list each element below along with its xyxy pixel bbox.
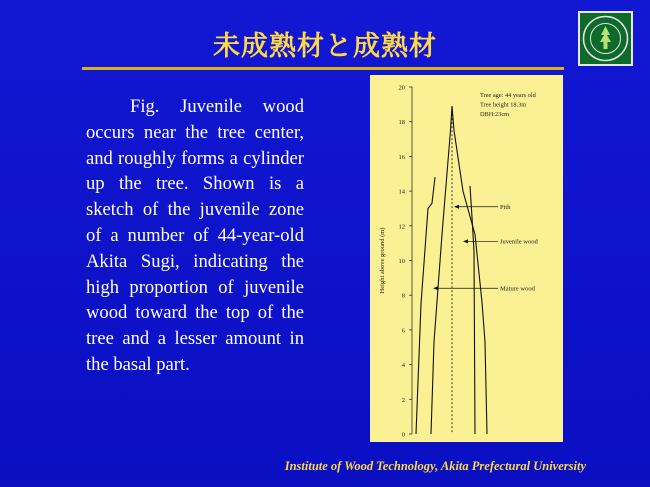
y-tick-label: 16: [398, 153, 405, 161]
institution-footer: Institute of Wood Technology, Akita Prefectural University: [284, 459, 586, 473]
annotation-arrowhead: [463, 239, 468, 243]
y-tick-label: 8: [401, 292, 405, 300]
y-tick-label: 10: [398, 258, 405, 265]
y-tick-label: 20: [398, 84, 405, 92]
mature-wood-boundary: [431, 106, 487, 434]
annotation-arrowhead: [454, 205, 459, 209]
title-underline: [82, 67, 564, 70]
tree-juvenile-wood-chart: [370, 75, 563, 442]
y-tick-label: 12: [398, 223, 405, 231]
figure-caption: Fig. Juvenile wood occurs near the tree center, and roughly forms a cylinder up the tree. Shown is a sketch of the juvenile zone of a number of 44-year-old Akita Sugi, indicating the high proportion of juvenile wood toward the top of the tree and a lesser amount in the basal part.: [86, 96, 304, 375]
tree-info-line: Tree height 18.3m: [480, 101, 527, 109]
university-seal-icon: [578, 11, 633, 66]
y-tick-label: 2: [401, 396, 405, 404]
y-tick-label: 6: [401, 327, 405, 335]
y-axis-title: Height above ground (m): [379, 227, 386, 294]
tree-info-line: DBH:23cm: [480, 111, 510, 118]
tree-info-line: Tree age: 44 years old: [480, 92, 536, 99]
juvenile-wood-right-boundary: [470, 186, 475, 434]
annotation-label: Pith: [500, 204, 511, 212]
y-tick-label: 14: [398, 188, 405, 196]
y-tick-label: 18: [398, 119, 405, 127]
y-tick-label: 0: [401, 431, 405, 439]
annotation-label: Juvenile wood: [500, 238, 538, 246]
y-tick-label: 4: [401, 362, 405, 370]
annotation-label: Mature wood: [500, 285, 535, 293]
annotation-arrowhead: [433, 286, 438, 290]
slide-title: 未成熟材と成熟材: [213, 31, 437, 62]
